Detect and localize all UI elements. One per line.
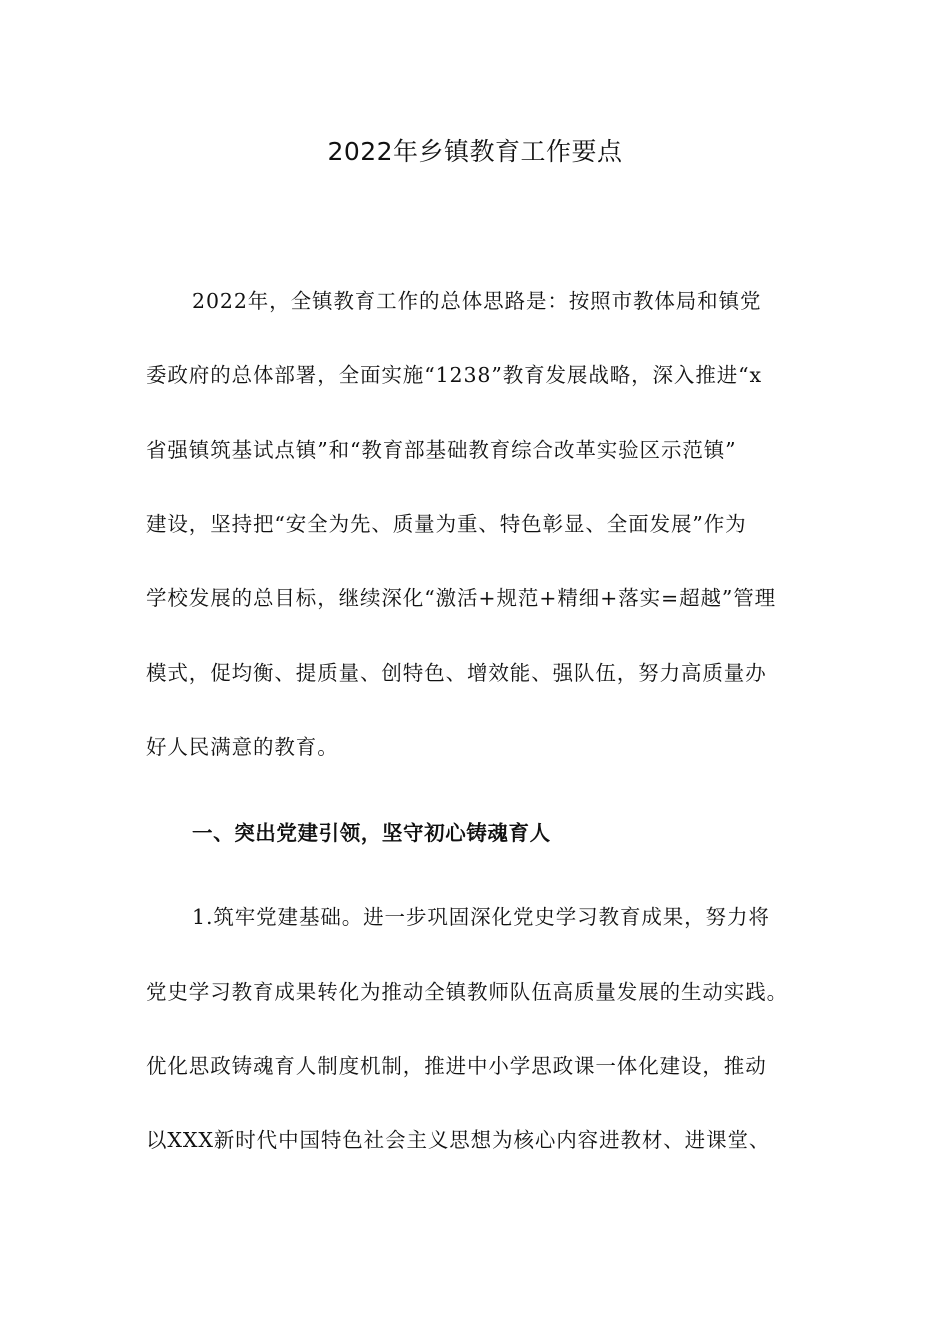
section-heading: 一、突出党建引领，坚守初心铸魂育人 [192,821,551,845]
paragraph-line: 1.筑牢党建基础。进一步巩固深化党史学习教育成果，努力将 [192,905,770,929]
paragraph-line: 省强镇筑基试点镇”和“教育部基础教育综合改革实验区示范镇” [146,438,737,462]
paragraph-line: 建设，坚持把“安全为先、质量为重、特色彰显、全面发展”作为 [146,512,747,536]
paragraph-line: 优化思政铸魂育人制度机制，推进中小学思政课一体化建设，推动 [146,1054,767,1078]
paragraph-line: 好人民满意的教育。 [146,735,339,759]
paragraph-line: 委政府的总体部署，全面实施“1238”教育发展战略，深入推进“x [146,363,762,387]
paragraph-line: 学校发展的总目标，继续深化“激活+规范+精细+落实=超越”管理 [146,586,777,610]
paragraph-line: 2022年，全镇教育工作的总体思路是：按照市教体局和镇党 [192,289,762,313]
paragraph-line: 模式，促均衡、提质量、创特色、增效能、强队伍，努力高质量办 [146,661,767,685]
document-title: 2022年乡镇教育工作要点 [327,137,623,166]
paragraph-line: 以XXX新时代中国特色社会主义思想为核心内容进教材、进课堂、 [146,1128,771,1152]
paragraph-line: 党史学习教育成果转化为推动全镇教师队伍高质量发展的生动实践。 [146,980,788,1004]
